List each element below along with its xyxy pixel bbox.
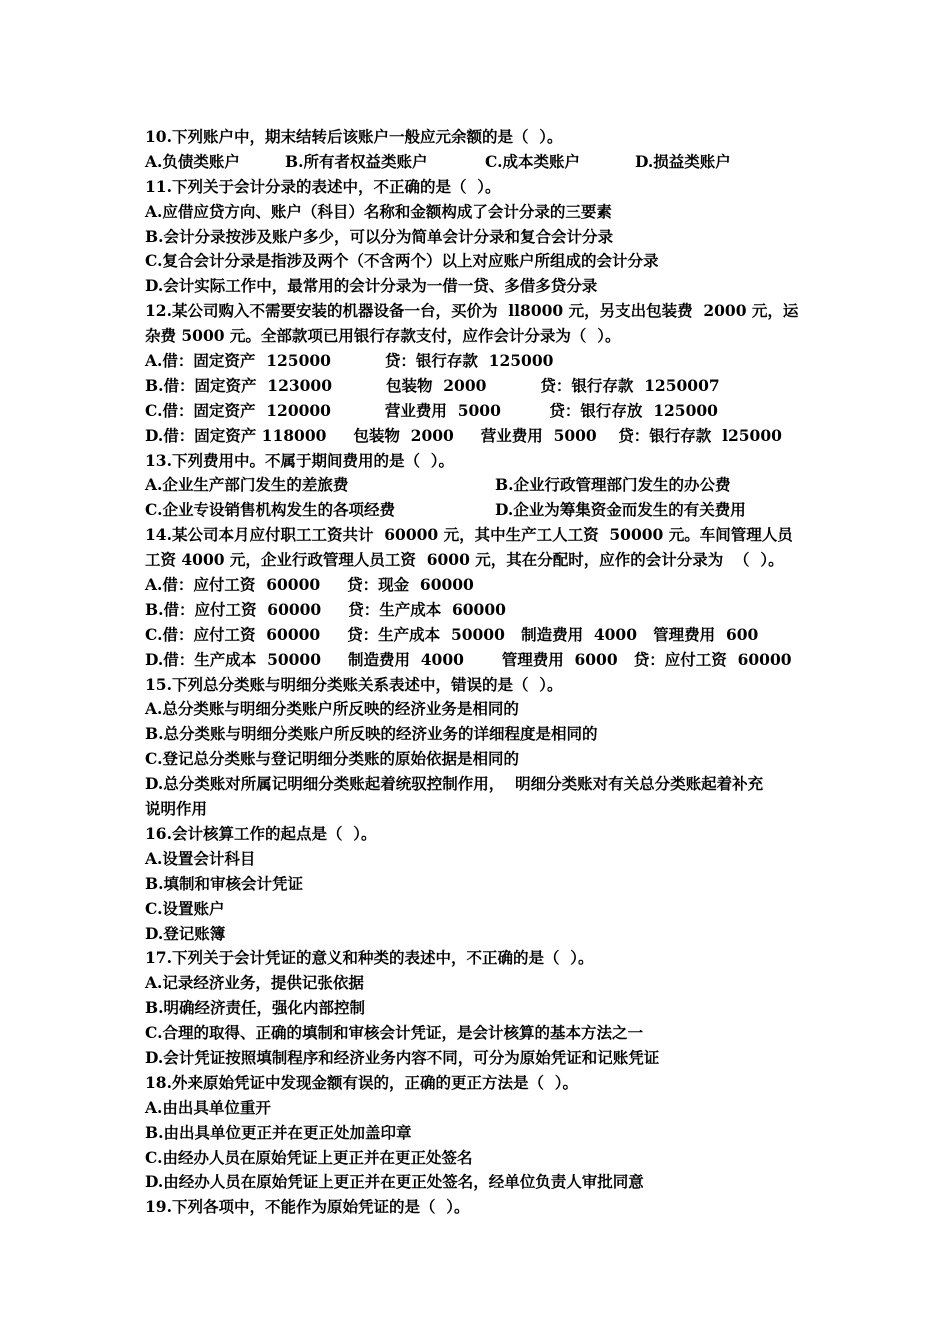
question-14-stem-line1: 14.某公司本月应付职工工资共计 60000 元，其中生产工人工资 50000 元。车间管理人员 bbox=[145, 525, 793, 545]
question-10-stem: 10.下列账户中，期末结转后该账户一般应元余额的是（ ）。 bbox=[145, 127, 563, 146]
question-17-option-a: A.记录经济业务，提供记张依据 bbox=[145, 973, 364, 993]
question-10-option-d: D.损益类账户 bbox=[635, 151, 731, 171]
question-11-option-b: B.会计分录按涉及账户多少，可以分为简单会计分录和复合会计分录 bbox=[145, 226, 613, 246]
question-14-option-b: B.借：应付工资 60000 贷：生产成本 60000 bbox=[145, 599, 506, 619]
question-19-stem: 19.下列各项中，不能作为原始凭证的是（ ）。 bbox=[145, 1197, 470, 1217]
question-16-stem: 16.会计核算工作的起点是（ ）。 bbox=[145, 823, 377, 843]
question-12-option-a: A.借：固定资产 125000 贷：银行存款 125000 bbox=[145, 351, 554, 371]
question-18-option-c: C.由经办人员在原始凭证上更正并在更正处签名 bbox=[145, 1147, 473, 1167]
question-16-option-c: C.设置账户 bbox=[145, 898, 225, 918]
question-16-option-b: B.填制和审核会计凭证 bbox=[145, 873, 303, 893]
question-11-stem: 11.下列关于会计分录的表述中，不正确的是（ ）。 bbox=[145, 176, 501, 196]
question-15-stem: 15.下列总分类账与明细分类账关系表述中，错误的是（ ）。 bbox=[145, 674, 563, 694]
question-13-option-a: A.企业生产部门发生的差旅费 bbox=[145, 475, 349, 495]
question-11-option-c: C.复合会计分录是指涉及两个（不含两个）以上对应账户所组成的会计分录 bbox=[145, 251, 659, 271]
question-13-option-c: C.企业专设销售机构发生的各项经费 bbox=[145, 500, 395, 520]
question-13-options-cd bbox=[145, 498, 825, 523]
question-18-option-d: D.由经办人员在原始凭证上更正并在更正处签名，经单位负责人审批同意 bbox=[145, 1172, 644, 1192]
question-17-option-c: C.合理的取得、正确的填制和审核会计凭证，是会计核算的基本方法之一 bbox=[145, 1023, 643, 1043]
question-15-option-d-line2: 说明作用 bbox=[145, 799, 208, 819]
question-14-option-a: A.借：应付工资 60000 贷：现金 60000 bbox=[145, 575, 474, 595]
question-17-stem: 17.下列关于会计凭证的意义和种类的表述中，不正确的是（ ）。 bbox=[145, 948, 594, 968]
question-16-option-d: D.登记账簿 bbox=[145, 923, 226, 943]
question-12-option-b: B.借：固定资产 123000 包装物 2000 贷：银行存款 1250007 bbox=[145, 375, 720, 395]
question-16-option-a: A.设置会计科目 bbox=[145, 848, 256, 868]
question-11-option-a: A.应借应贷方向、账户（科目）名称和金额构成了会计分录的三要素 bbox=[145, 201, 612, 221]
question-17-option-d: D.会计凭证按照填制程序和经济业务内容不同，可分为原始凭证和记账凭证 bbox=[145, 1047, 660, 1067]
question-12-option-d: D.借：固定资产 118000 包装物 2000 营业费用 5000 贷：银行存款 l25000 bbox=[145, 425, 782, 445]
question-17-option-b: B.明确经济责任，强化内部控制 bbox=[145, 998, 365, 1018]
question-11-option-d: D.会计实际工作中，最常用的会计分录为一借一贷、多借多贷分录 bbox=[145, 276, 598, 296]
question-12-stem-line2: 杂费 5000 元。全部款项已用银行存款支付，应作会计分录为（ ）。 bbox=[145, 326, 621, 346]
question-14-stem-line2: 工资 4000 元，企业行政管理人员工资 6000 元，其在分配时，应作的会计分录为 （ ）。 bbox=[145, 550, 784, 570]
question-13-stem: 13.下列费用中。不属于期间费用的是（ ）。 bbox=[145, 450, 455, 470]
question-12-option-c: C.借：固定资产 120000 营业费用 5000 贷：银行存放 125000 bbox=[145, 400, 718, 420]
question-18-option-a: A.由出具单位重开 bbox=[145, 1097, 271, 1117]
question-14-option-c: C.借：应付工资 60000 贷：生产成本 50000 制造费用 4000 管理费用 600 bbox=[145, 624, 759, 644]
question-13-option-b: B.企业行政管理部门发生的办公费 bbox=[495, 475, 731, 495]
question-14-option-d: D.借：生产成本 50000 制造费用 4000 管理费用 6000 贷：应付工资 60000 bbox=[145, 649, 792, 669]
question-13-option-d: D.企业为筹集资金而发生的有关费用 bbox=[495, 500, 746, 520]
question-15-option-b: B.总分类账与明细分类账户所反映的经济业务的详细程度是相同的 bbox=[145, 724, 598, 744]
document-page bbox=[145, 125, 825, 1220]
question-10-option-b: B.所有者权益类账户 bbox=[285, 151, 428, 171]
question-10-option-a: A.负债类账户 bbox=[145, 151, 240, 171]
question-13-options-ab bbox=[145, 473, 825, 498]
question-18-option-b: B.由出具单位更正并在更正处加盖印章 bbox=[145, 1122, 412, 1142]
question-15-option-d-line1: D.总分类账对所属记明细分类账起着统驭控制作用， 明细分类账对有关总分类账起着补充 bbox=[145, 774, 764, 794]
question-12-stem-line1: 12.某公司购入不需要安装的机器设备一台，买价为 ll8000 元，另支出包装费 2000 元，运 bbox=[145, 301, 799, 321]
question-10-options bbox=[145, 150, 825, 175]
question-15-option-a: A.总分类账与明细分类账户所反映的经济业务是相同的 bbox=[145, 699, 519, 719]
question-18-stem: 18.外来原始凭证中发现金额有误的，正确的更正方法是（ ）。 bbox=[145, 1072, 579, 1092]
question-15-option-c: C.登记总分类账与登记明细分类账的原始依据是相同的 bbox=[145, 749, 519, 769]
question-10-option-c: C.成本类账户 bbox=[485, 151, 580, 171]
